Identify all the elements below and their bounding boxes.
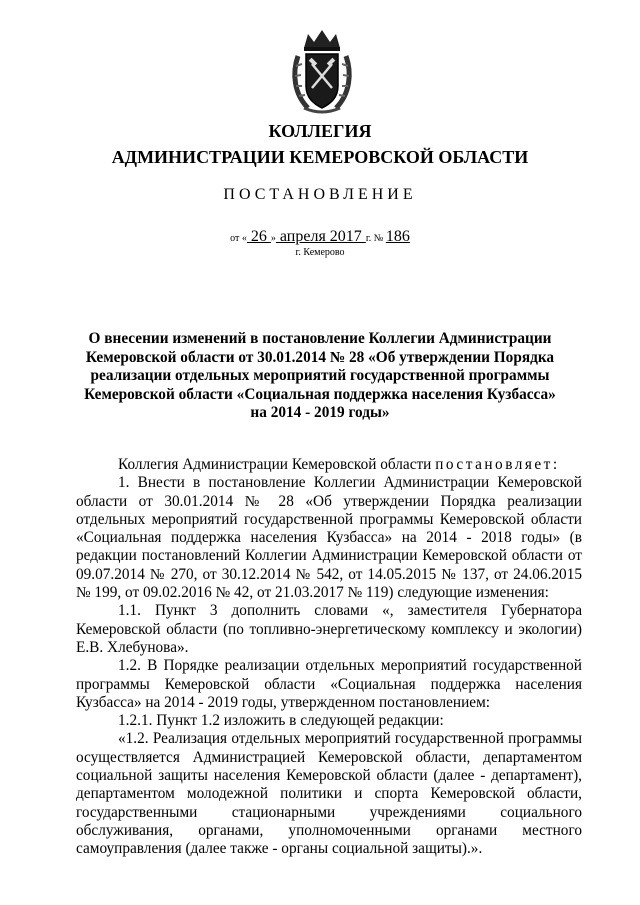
intro-resolves: постановляет: xyxy=(435,456,560,473)
paragraph-1: 1. Внести в постановление Коллегии Администрации Кемеровской области от 30.01.2014 № 28 «Об утверждении Порядка реализации отдельных мероприятий государственной программы Кемеровской области «Социальная поддержка населения Кузбасса» на 2014 - 2018 годы» (в редакции постановлений Коллегии Администрации Кемеровской области от 09.07.2014 № 270, от 30.12.2014 № 542, от 14.05.2015 № 137, от 24.06.2015 № 199, от 09.02.2016 № 42, от 21.03.2017 № 119) следующие изменения: xyxy=(76,474,582,602)
coat-of-arms-emblem xyxy=(290,28,354,114)
date-day: 26 xyxy=(246,228,271,245)
paragraph-1-2-1: 1.2.1. Пункт 1.2 изложить в следующей редакции: xyxy=(118,712,444,730)
paragraph-1-1: 1.1. Пункт 3 дополнить словами «, заместителя Губернатора Кемеровской области (по топливно-энергетическому комплексу и экологии) Е.В. Хлебунова». xyxy=(76,602,582,656)
document-type: ПОСТАНОВЛЕНИЕ xyxy=(223,186,417,203)
date-prefix: от « xyxy=(230,233,247,244)
date-month-year: апреля 2017 xyxy=(275,228,366,245)
document-number: 186 xyxy=(385,228,410,245)
number-label: № xyxy=(371,233,386,244)
paragraph-quote: «1.2. Реализация отдельных мероприятий государственной программы осуществляется Администрацией Кемеровской области, департаментом социальной защиты населения Кемеровской области (далее - департамент), департаментом молодежной политики и спорта Кемеровской области, государственными стационарными учреждениями социального обслуживания, органами, уполномоченными органами местного самоуправления (далее также - органы социальной защиты).». xyxy=(76,730,582,858)
intro-text: Коллегия Администрации Кемеровской области xyxy=(118,456,436,473)
document-body xyxy=(76,456,582,859)
intro-paragraph xyxy=(76,456,582,474)
document-subject: О внесении изменений в постановление Коллегии Администрации Кемеровской области от 30.01.2014 № 28 «Об утверждении Порядка реализации отдельных мероприятий государственной программы Кемеровской области «Социальная поддержка населения Кузбасса» на 2014 - 2019 годы» xyxy=(84,330,556,421)
city-name: г. Кемерово xyxy=(295,247,345,258)
paragraph-1-2: 1.2. В Порядке реализации отдельных мероприятий государственной программы Кемеровской области «Социальная поддержка населения Кузбасса» на 2014 - 2019 годы, утвержденном постановлением: xyxy=(76,657,582,711)
org-name-line1: КОЛЛЕГИЯ xyxy=(268,121,372,141)
org-name-line2: АДМИНИСТРАЦИИ КЕМЕРОВСКОЙ ОБЛАСТИ xyxy=(111,147,529,167)
date-year-suffix: г. xyxy=(365,233,372,244)
date-mid: » xyxy=(270,233,276,244)
date-number-line xyxy=(0,228,640,248)
